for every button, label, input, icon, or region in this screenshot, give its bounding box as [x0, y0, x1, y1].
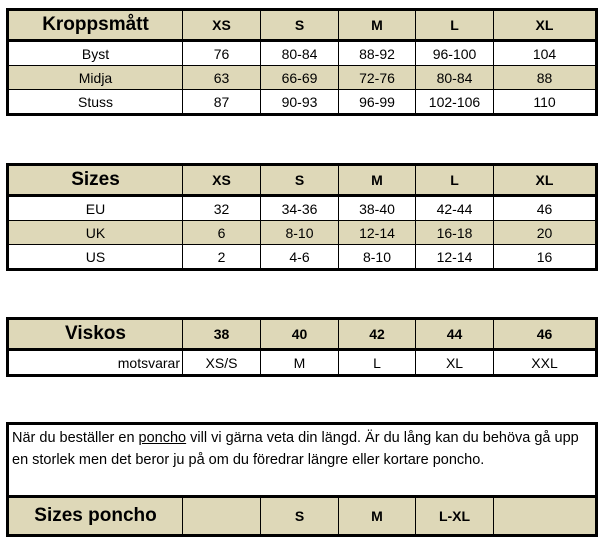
column-header: 42 — [339, 319, 416, 350]
table-cell: 63 — [183, 66, 261, 90]
table-title: Kroppsmått — [8, 10, 183, 41]
column-header: M — [339, 165, 416, 196]
table-cell: 20 — [494, 221, 597, 245]
table-row — [8, 41, 597, 66]
row-label: US — [8, 245, 183, 270]
table-cell: 80-84 — [416, 66, 494, 90]
table-cell: XXL — [494, 350, 597, 376]
column-header: 46 — [494, 319, 597, 350]
table-cell: 102-106 — [416, 90, 494, 115]
table-header-row — [8, 165, 597, 196]
table-title: Viskos — [8, 319, 183, 350]
table-row — [8, 221, 597, 245]
column-header: L — [416, 165, 494, 196]
poncho-table — [6, 422, 598, 537]
column-header — [183, 497, 261, 536]
table-cell: 4-6 — [261, 245, 339, 270]
table-cell: XS/S — [183, 350, 261, 376]
column-header: S — [261, 165, 339, 196]
poncho-note-row — [8, 424, 597, 497]
table-row — [8, 66, 597, 90]
table-cell: 110 — [494, 90, 597, 115]
sizes-table — [6, 163, 598, 271]
row-label: Byst — [8, 41, 183, 66]
column-header — [494, 497, 597, 536]
table-header-row — [8, 319, 597, 350]
note-text: När du beställer en — [12, 430, 139, 446]
table-row — [8, 90, 597, 115]
column-header: M — [339, 10, 416, 41]
table-row — [8, 350, 597, 376]
column-header: S — [261, 10, 339, 41]
row-label: Stuss — [8, 90, 183, 115]
table-cell: 8-10 — [339, 245, 416, 270]
table-cell: 34-36 — [261, 196, 339, 221]
row-label: UK — [8, 221, 183, 245]
column-header: XS — [183, 10, 261, 41]
table-header-row — [8, 10, 597, 41]
table-cell: 96-99 — [339, 90, 416, 115]
table-cell: 87 — [183, 90, 261, 115]
table-row — [8, 196, 597, 221]
table-cell: 42-44 — [416, 196, 494, 221]
column-header: M — [339, 497, 416, 536]
table-cell: 96-100 — [416, 41, 494, 66]
table-cell: 104 — [494, 41, 597, 66]
table-cell: 16-18 — [416, 221, 494, 245]
poncho-link[interactable]: poncho — [138, 430, 187, 446]
table-cell: 12-14 — [416, 245, 494, 270]
row-label: Midja — [8, 66, 183, 90]
table-cell: 90-93 — [261, 90, 339, 115]
viscose-table — [6, 317, 598, 377]
body-measurements-table — [6, 8, 598, 116]
table-cell: 8-10 — [261, 221, 339, 245]
note-text: vill vi gärna veta din längd. Är du lång kan du behöva gå upp en storlek men det beror ju på om du föredrar längre eller kortare poncho. — [12, 430, 579, 468]
column-header: XL — [494, 165, 597, 196]
row-label: EU — [8, 196, 183, 221]
table-title: Sizes — [8, 165, 183, 196]
column-header: L — [416, 10, 494, 41]
table-cell: 16 — [494, 245, 597, 270]
table-cell: 6 — [183, 221, 261, 245]
table-cell: 32 — [183, 196, 261, 221]
column-header: 38 — [183, 319, 261, 350]
column-header: 40 — [261, 319, 339, 350]
table-cell: 38-40 — [339, 196, 416, 221]
table-cell: 2 — [183, 245, 261, 270]
table-cell: 88-92 — [339, 41, 416, 66]
row-label: motsvarar — [8, 350, 183, 376]
table-cell: 66-69 — [261, 66, 339, 90]
table-cell: 88 — [494, 66, 597, 90]
table-cell: XL — [416, 350, 494, 376]
column-header: S — [261, 497, 339, 536]
column-header: XL — [494, 10, 597, 41]
table-cell: 46 — [494, 196, 597, 221]
table-cell: M — [261, 350, 339, 376]
table-title: Sizes poncho — [8, 497, 183, 536]
table-cell: 76 — [183, 41, 261, 66]
table-row — [8, 245, 597, 270]
poncho-note — [8, 424, 597, 497]
table-header-row — [8, 497, 597, 536]
column-header: 44 — [416, 319, 494, 350]
table-cell: L — [339, 350, 416, 376]
table-cell: 72-76 — [339, 66, 416, 90]
table-cell: 80-84 — [261, 41, 339, 66]
column-header: L-XL — [416, 497, 494, 536]
table-cell: 12-14 — [339, 221, 416, 245]
column-header: XS — [183, 165, 261, 196]
